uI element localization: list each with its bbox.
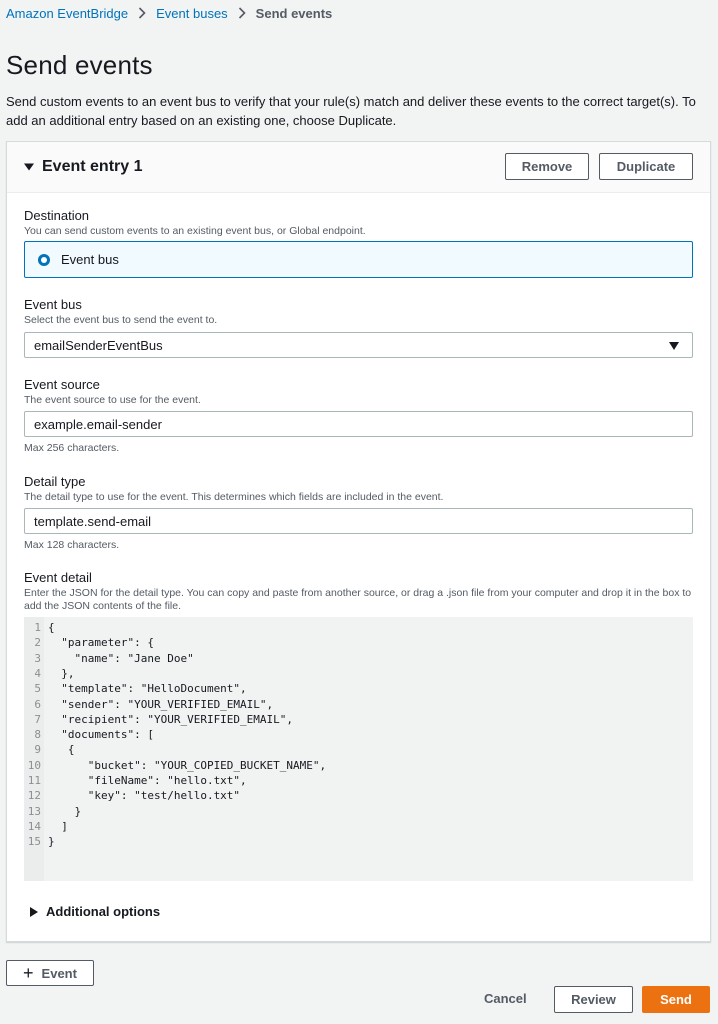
code-text: "bucket": "YOUR_COPIED_BUCKET_NAME",: [48, 758, 327, 772]
send-button[interactable]: Send: [642, 986, 710, 1013]
code-line: [24, 788, 240, 803]
line-number: 9: [34, 743, 41, 757]
remove-button[interactable]: Remove: [505, 153, 589, 180]
event-detail-code-editor[interactable]: [24, 617, 693, 881]
line-number: 2: [34, 636, 41, 650]
detail-type-label: Detail type: [24, 474, 86, 489]
event-entry-container: [6, 141, 711, 942]
event-source-description: The event source to use for the event.: [24, 394, 201, 406]
line-number: 10: [27, 758, 41, 772]
line-number: 14: [27, 819, 41, 833]
code-line: [24, 681, 247, 696]
page-title: Send events: [6, 50, 153, 80]
line-number: 3: [34, 651, 41, 665]
breadcrumb-current: Send events: [255, 5, 333, 21]
code-line: [24, 758, 326, 773]
event-source-constraint: Max 256 characters.: [24, 442, 120, 454]
line-number: 15: [27, 835, 41, 849]
line-number: 11: [27, 774, 41, 787]
code-line: [24, 651, 194, 666]
review-button[interactable]: Review: [554, 986, 633, 1013]
code-line: [24, 804, 81, 819]
caret-down-icon: [669, 342, 679, 350]
event-detail-description: Enter the JSON for the detail type. You can copy and paste from another source, or drag a .json file from your computer and drop it in the box to add the JSON contents of the file.: [24, 587, 692, 612]
code-text: "recipient": "YOUR_VERIFIED_EMAIL",: [48, 712, 294, 726]
event-entry-title: Event entry 1: [42, 158, 143, 175]
event-detail-label: Event detail: [24, 570, 92, 585]
code-line: [24, 635, 154, 650]
breadcrumb-eventbridge-link[interactable]: Amazon EventBridge: [6, 5, 129, 21]
line-number: 8: [34, 728, 41, 742]
code-line: [24, 712, 293, 727]
code-line: [24, 727, 154, 742]
line-number: 12: [27, 789, 41, 803]
code-text: }: [48, 835, 55, 849]
event-source-input[interactable]: [24, 411, 693, 437]
code-text: "parameter": {: [48, 636, 154, 650]
event-bus-radio-label: Event bus: [61, 252, 119, 267]
breadcrumb: [6, 5, 332, 21]
page-description: Send custom events to an event bus to verify that your rule(s) match and deliver these events to the correct target(s). To add an additional entry based on an existing one, choose Duplicate.: [6, 94, 696, 128]
line-number: 7: [34, 712, 41, 726]
event-bus-radio-tile[interactable]: [24, 241, 693, 278]
line-number: 13: [27, 804, 41, 818]
event-source-label: Event source: [24, 377, 100, 392]
code-text: "fileName": "hello.txt",: [48, 774, 247, 787]
code-text: }: [48, 804, 82, 818]
event-bus-select-value: emailSenderEventBus: [34, 337, 163, 353]
radio-selected-icon: [38, 254, 50, 266]
code-line: [24, 742, 75, 757]
code-text: "template": "HelloDocument",: [48, 682, 247, 696]
code-text: {: [48, 621, 55, 634]
line-number: 4: [34, 666, 41, 680]
add-event-label: Event: [41, 965, 77, 981]
code-line: [24, 773, 247, 788]
line-number: 1: [34, 621, 41, 634]
duplicate-button[interactable]: Duplicate: [599, 153, 693, 180]
line-number: 5: [34, 682, 41, 696]
code-line: [24, 834, 55, 849]
plus-icon: +: [23, 962, 34, 983]
chevron-right-icon: [138, 7, 146, 19]
caret-right-icon: [30, 907, 38, 917]
additional-options-toggle[interactable]: [30, 904, 160, 919]
destination-label: Destination: [24, 208, 90, 223]
code-line: [24, 666, 75, 681]
detail-type-description: The detail type to use for the event. This determines which fields are included in the event.: [24, 491, 444, 503]
code-text: },: [48, 666, 75, 680]
code-line: [24, 819, 68, 834]
code-text: ]: [48, 819, 68, 833]
event-bus-description: Select the event bus to send the event to.: [24, 314, 218, 326]
code-text: {: [48, 743, 75, 757]
event-bus-select[interactable]: [24, 332, 693, 358]
caret-down-icon: [24, 162, 34, 172]
add-event-button[interactable]: [6, 960, 94, 986]
event-entry-toggle[interactable]: [24, 158, 142, 176]
breadcrumb-event-buses-link[interactable]: Event buses: [156, 5, 228, 21]
detail-type-input[interactable]: [24, 508, 693, 534]
code-text: "name": "Jane Doe": [48, 651, 194, 665]
code-text: "sender": "YOUR_VERIFIED_EMAIL",: [48, 697, 274, 711]
code-text: "documents": [: [48, 728, 154, 742]
cancel-button[interactable]: Cancel: [484, 991, 527, 1006]
code-line: [24, 697, 273, 712]
line-number: 6: [34, 697, 41, 711]
destination-description: You can send custom events to an existing event bus, or Global endpoint.: [24, 225, 366, 237]
code-text: "key": "test/hello.txt": [48, 789, 241, 803]
additional-options-label: Additional options: [46, 904, 161, 919]
event-bus-label: Event bus: [24, 297, 82, 312]
chevron-right-icon: [238, 7, 246, 19]
event-entry-header: [7, 142, 710, 193]
detail-type-constraint: Max 128 characters.: [24, 539, 120, 551]
code-line: [24, 620, 55, 635]
